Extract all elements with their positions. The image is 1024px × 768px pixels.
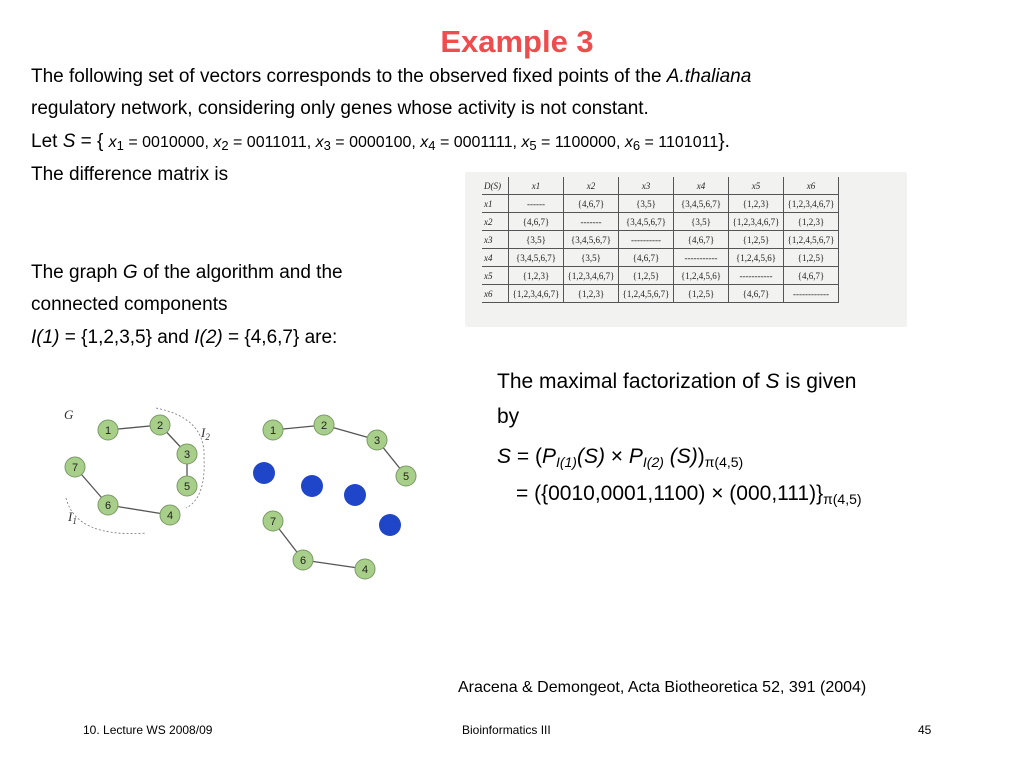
node-label: 1 — [269, 425, 277, 437]
slide-title: Example 3 — [440, 24, 594, 59]
footer-course: Bioinformatics III — [462, 723, 551, 737]
set-close: }. — [718, 131, 730, 152]
matrix-cell: {4,6,7} — [784, 267, 839, 285]
matrix-cell: {1,2,3} — [509, 267, 564, 285]
matrix-col-header: x5 — [729, 177, 784, 195]
blue-dot — [344, 484, 366, 506]
footer-page-number: 45 — [918, 723, 932, 737]
matrix-row-label: x3 — [482, 231, 509, 249]
matrix-cell: {4,6,7} — [619, 249, 674, 267]
citation: Aracena & Demongeot, Acta Biotheoretica 52, 391 (2004) — [458, 679, 867, 696]
matrix-cell: {1,2,3} — [564, 285, 619, 303]
matrix-cell: {3,4,5,6,7} — [619, 213, 674, 231]
graph-label-G: G — [64, 407, 74, 422]
matrix-cell: {4,6,7} — [564, 195, 619, 213]
graph-symbol: G — [122, 262, 138, 283]
node-label: 4 — [166, 510, 174, 522]
matrix-cell: {1,2,3,4,6,7} — [784, 195, 839, 213]
matrix-cell: {1,2,3,4,6,7} — [729, 213, 784, 231]
species-name: A.thaliana — [666, 66, 752, 87]
graph-label-I2: $I_2$ — [201, 425, 210, 442]
vector-set-line — [31, 131, 730, 153]
matrix-row-label: x2 — [482, 213, 509, 231]
components-line: I(1) = {1,2,3,5} and I(2) = {4,6,7} are: — [31, 327, 338, 348]
vector-5: $x_5 = 1100000$, — [521, 134, 625, 153]
matrix-cell: {4,6,7} — [509, 213, 564, 231]
graph-intro-line-1: The graph G of the algorithm and the — [31, 262, 343, 283]
matrix-row-label: x4 — [482, 249, 509, 267]
matrix-cell: {3,4,5,6,7} — [674, 195, 729, 213]
matrix-cell: ------ — [509, 195, 564, 213]
component-1-symbol: I(1) — [31, 327, 60, 348]
factorization-intro: The maximal factorization of S is given — [497, 370, 857, 393]
graph-labels — [64, 407, 210, 526]
factorization-by: by — [497, 405, 520, 428]
matrix-cell: ---------- — [619, 231, 674, 249]
difference-matrix-intro: The difference matrix is — [31, 164, 229, 185]
node-label: 3 — [183, 449, 191, 461]
matrix-row — [482, 195, 839, 213]
node-label: 5 — [402, 471, 410, 483]
matrix-header-row — [482, 177, 839, 195]
vector-6: $x_6 = 1101011$ — [624, 134, 719, 153]
node-label: 2 — [320, 420, 328, 432]
matrix-cell: ----------- — [729, 267, 784, 285]
matrix-cell: {1,2,4,5,6} — [729, 249, 784, 267]
matrix-col-header: x6 — [784, 177, 839, 195]
matrix-row — [482, 267, 839, 285]
node-label: 4 — [361, 564, 369, 576]
matrix-row — [482, 213, 839, 231]
difference-matrix — [465, 172, 907, 327]
matrix-row — [482, 285, 839, 303]
matrix-cell: {3,5} — [674, 213, 729, 231]
node-label: 3 — [373, 435, 381, 447]
matrix-row-label: x1 — [482, 195, 509, 213]
vector-3: $x_3 = 0000100$, — [315, 134, 421, 153]
matrix-cell: {1,2,5} — [674, 285, 729, 303]
let-word: Let — [31, 131, 63, 152]
footer-lecture: 10. Lecture WS 2008/09 — [83, 723, 213, 737]
graph-figure — [56, 398, 426, 588]
matrix-cell: {1,2,3} — [784, 213, 839, 231]
node-label: 1 — [104, 425, 112, 437]
matrix-col-header: x1 — [509, 177, 564, 195]
matrix-corner: D(S) — [482, 177, 509, 195]
blue-dot — [253, 462, 275, 484]
component-2-symbol: I(2) — [194, 327, 223, 348]
matrix-cell: {1,2,3} — [729, 195, 784, 213]
matrix-row-label: x5 — [482, 267, 509, 285]
node-label: 5 — [183, 481, 191, 493]
set-symbol: S — [62, 131, 76, 152]
matrix-row — [482, 231, 839, 249]
matrix-cell: {4,6,7} — [729, 285, 784, 303]
matrix-col-header: x2 — [564, 177, 619, 195]
node-label: 7 — [269, 516, 277, 528]
matrix-cell: {1,2,5} — [729, 231, 784, 249]
matrix-cell: ------- — [564, 213, 619, 231]
matrix-cell: {1,2,3,4,6,7} — [509, 285, 564, 303]
matrix-col-header: x3 — [619, 177, 674, 195]
factorization-result: = ({0010,0001,1100) × (000,111)}π(4,5) — [516, 482, 862, 507]
intro-line-1-text: The following set of vectors corresponds to the observed fixed points of the — [31, 66, 667, 87]
matrix-cell: {3,5} — [564, 249, 619, 267]
matrix-cell: {4,6,7} — [674, 231, 729, 249]
matrix-cell: {3,4,5,6,7} — [509, 249, 564, 267]
graph-intro-line-2: connected components — [31, 294, 228, 315]
matrix-cell: {1,2,3,4,6,7} — [564, 267, 619, 285]
node-label: 2 — [156, 420, 164, 432]
blue-dot — [379, 514, 401, 536]
matrix-cell: ----------- — [674, 249, 729, 267]
matrix-cell: {1,2,4,5,6} — [674, 267, 729, 285]
vector-1: $x_1 = 0010000$, — [108, 134, 214, 153]
matrix-cell: {1,2,5} — [784, 249, 839, 267]
matrix-col-header: x4 — [674, 177, 729, 195]
blue-dot — [301, 475, 323, 497]
matrix-row — [482, 249, 839, 267]
node-label: 7 — [71, 462, 79, 474]
matrix-cell: {1,2,4,5,6,7} — [784, 231, 839, 249]
factorization-equation: S = (PI(1)(S) × PI(2) (S))π(4,5) — [497, 445, 744, 470]
node-label: 6 — [104, 500, 112, 512]
intro-line-2: regulatory network, considering only genes whose activity is not constant. — [31, 98, 649, 119]
intro-line-1 — [31, 66, 751, 88]
graph-label-I1: $I_1$ — [68, 509, 77, 526]
matrix-cell: {3,4,5,6,7} — [564, 231, 619, 249]
matrix-row-label: x6 — [482, 285, 509, 303]
matrix-cell: ------------ — [784, 285, 839, 303]
matrix-cell: {1,2,5} — [619, 267, 674, 285]
matrix-cell: {3,5} — [509, 231, 564, 249]
node-label: 6 — [299, 555, 307, 567]
difference-matrix-table — [482, 177, 839, 303]
vector-2: $x_2 = 0011011$, — [213, 134, 316, 153]
matrix-cell: {3,5} — [619, 195, 674, 213]
matrix-cell: {1,2,4,5,6,7} — [619, 285, 674, 303]
vector-4: $x_4 = 0001111$, — [420, 134, 522, 153]
set-open: = { — [75, 131, 109, 152]
